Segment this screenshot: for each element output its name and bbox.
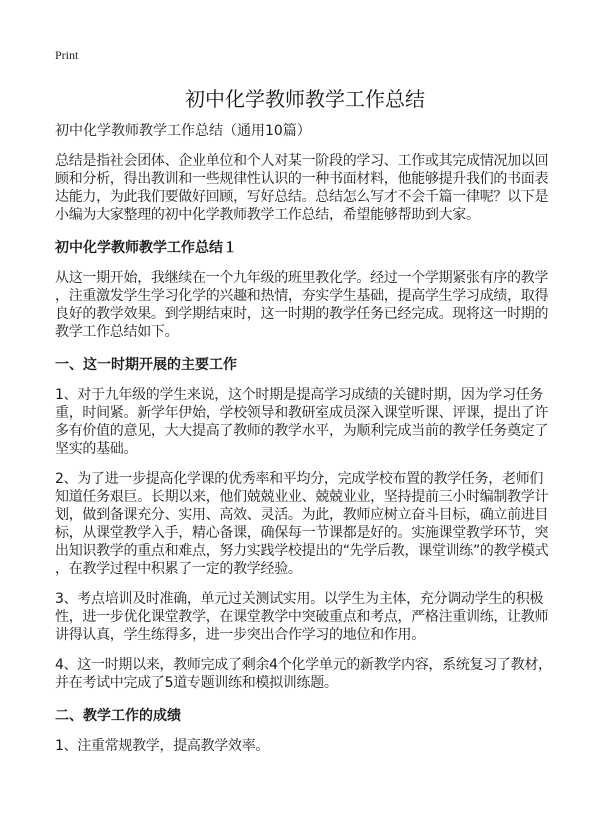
- text-line: ，注重激发学生学习化学的兴趣和热情，夯实学生基础，提高学生学习成绩，取得: [55, 288, 549, 304]
- list-item: [55, 590, 555, 644]
- list-item: [55, 737, 555, 755]
- list-item: [55, 470, 555, 578]
- text-line: 顾和分析，得出教训和一些规律性认识的一种书面材料，他能够提升我们的书面表: [55, 171, 549, 187]
- text-line: 重，时间紧。新学年伊始，学校领导和教研室成员深入课堂听课、评课，提出了许: [55, 405, 549, 421]
- section-intro-paragraph: [55, 269, 555, 341]
- text-line: 坚实的基础。: [55, 441, 138, 457]
- intro-paragraph: [55, 152, 555, 224]
- text-line: 性，进一步优化课堂教学，在课堂教学中突破重点和考点，严格注重训练，让教师: [55, 609, 549, 625]
- text-line: 小编为大家整理的初中化学教师教学工作总结，希望能够帮助到大家。: [55, 207, 480, 223]
- heading-achievements: 二、教学工作的成绩: [55, 708, 181, 724]
- subtitle: 初中化学教师教学工作总结（通用10篇）: [55, 123, 311, 139]
- list-item: [55, 656, 555, 692]
- text-line: 出知识教学的重点和难点，努力实践学校提出的“先学后教，课堂训练”的教学模式: [55, 543, 549, 559]
- heading-main-work: 一、这一时期开展的主要工作: [55, 357, 237, 373]
- text-line: 2、为了进一步提高化学课的优秀率和平均分，完成学校布置的教学任务，老师们: [55, 471, 544, 487]
- text-line: 3、考点培训及时准确，单元过关测试实用。以学生为主体，充分调动学生的积极: [55, 591, 544, 607]
- text-line: 总结是指社会团体、企业单位和个人对某一阶段的学习、工作或其完成情况加以回: [55, 153, 549, 169]
- page-title: 初中化学教师教学工作总结: [185, 87, 425, 111]
- text-line: 划，做到备课充分、实用、高效、灵活。为此，教师应树立奋斗目标，确立前进目: [55, 507, 549, 523]
- print-link[interactable]: Print: [55, 48, 79, 62]
- text-line: 讲得认真，学生练得多，进一步突出合作学习的地位和作用。: [55, 627, 425, 643]
- text-line: 教学工作总结如下。: [55, 324, 179, 340]
- text-line: 4、这一时期以来，教师完成了剩余4个化学单元的新教学内容，系统复习了教材，: [55, 657, 552, 673]
- text-line: 1、对于九年级的学生来说，这个时期是提高学习成绩的关键时期，因为学习任务: [55, 387, 544, 403]
- text-line: 并在考试中完成了5道专题训练和模拟训练题。: [55, 675, 338, 691]
- document-page: [55, 47, 555, 755]
- text-line: ，在教学过程中积累了一定的教学经验。: [55, 561, 302, 577]
- text-line: 标，从课堂教学入手，精心备课，确保每一节课都是好的。实施课堂教学环节，突: [55, 525, 549, 541]
- text-line: 多有价值的意见，大大提高了教师的教学水平，为顺利完成当前的教学任务奠定了: [55, 423, 549, 439]
- list-item: [55, 386, 555, 458]
- text-line: 知道任务艰巨。长期以来，他们兢兢业业、兢兢业业，坚持提前三小时编制教学计: [55, 489, 549, 505]
- section-title: 初中化学教师教学工作总结１: [55, 240, 237, 256]
- text-line: 良好的教学效果。到学期结束时，这一时期的教学任务已经完成。现将这一时期的: [55, 306, 549, 322]
- text-line: 从这一期开始，我继续在一个九年级的班里教化学。经过一个学期紧张有序的教学: [55, 270, 549, 286]
- text-line: 达能力，为此我们要做好回顾，写好总结。总结怎么写才不会千篇一律呢？以下是: [55, 189, 549, 205]
- text-line: 1、注重常规教学，提高教学效率。: [55, 738, 270, 754]
